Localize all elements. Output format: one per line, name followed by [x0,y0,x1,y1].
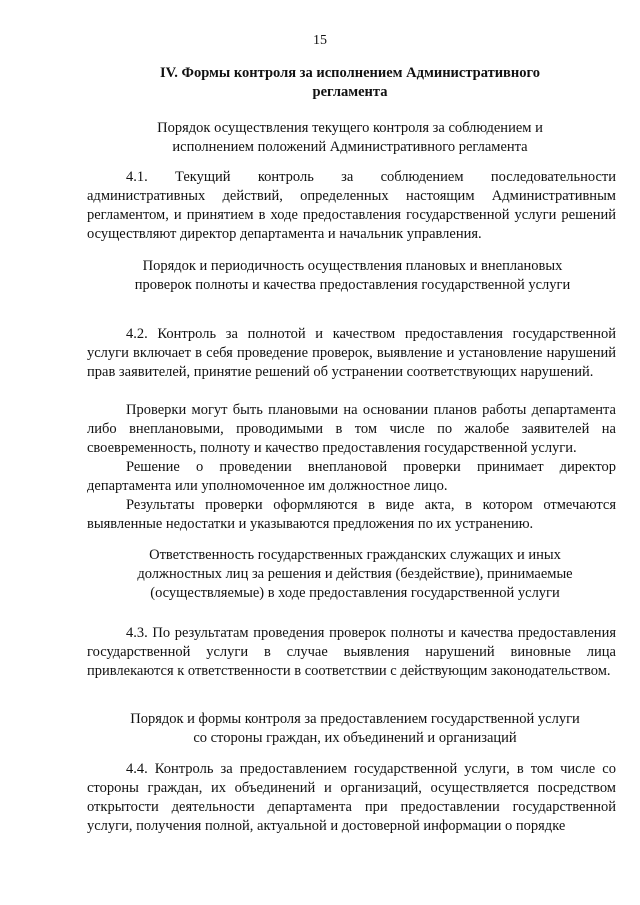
paragraph-4-2: 4.2. Контроль за полнотой и качеством предоставления государственной услуги включает в себя проведение проверок, выявление и установление нарушений прав заявителей, принятие решений об устранении соответствующих нарушений. [87,326,616,380]
section-title: IV. Формы контроля за исполнением Административного регламента [160,65,540,100]
subheading-inspections: Порядок и периодичность осуществления плановых и внеплановых проверок полноты и качества предоставления государственной услуги [134,258,571,293]
paragraph-inspection-types: Проверки могут быть плановыми на основании планов работы департамента либо внеплановыми, проводимыми в том числе по жалобе заявителей на своевременность, полноту и качество предоставления государственной услуги. [87,402,616,456]
subheading-public-control: Порядок и формы контроля за предоставлением государственной услуги со стороны граждан, их объединений и организаций [130,711,580,746]
subheading-responsibility: Ответственность государственных гражданских служащих и иных должностных лиц за решения и действия (бездействие), принимаемые (осуществляемые) в ходе предоставления государственной услуги [137,547,573,601]
subheading-current-control: Порядок осуществления текущего контроля за соблюдением и исполнением положений Административного регламента [157,120,543,155]
paragraph-4-4: 4.4. Контроль за предоставлением государственной услуги, в том числе со стороны граждан, их объединений и организаций, осуществляется посредством открытости деятельности департамента при предоставлении государственной услуги, получения полной, актуальной и достоверной информации о порядке [87,761,616,834]
paragraph-inspection-results: Результаты проверки оформляются в виде акта, в котором отмечаются выявленные недостатки и указываются предложения по их устранению. [87,497,616,532]
paragraph-4-3: 4.3. По результатам проведения проверок полноты и качества предоставления государственной услуги в случае выявления нарушений виновные лица привлекаются к ответственности в соответствии с действующим законодательством. [87,625,616,679]
paragraph-unscheduled-decision: Решение о проведении внеплановой проверки принимает директор департамента или уполномоченное им должностное лицо. [87,459,616,494]
paragraph-4-1: 4.1. Текущий контроль за соблюдением последовательности административных действий, определенных настоящим Административным регламентом, и принятием в ходе предоставления государственной услуги решений осуществляют директор департамента и начальник управления. [87,169,616,242]
page-number: 15 [313,33,327,48]
